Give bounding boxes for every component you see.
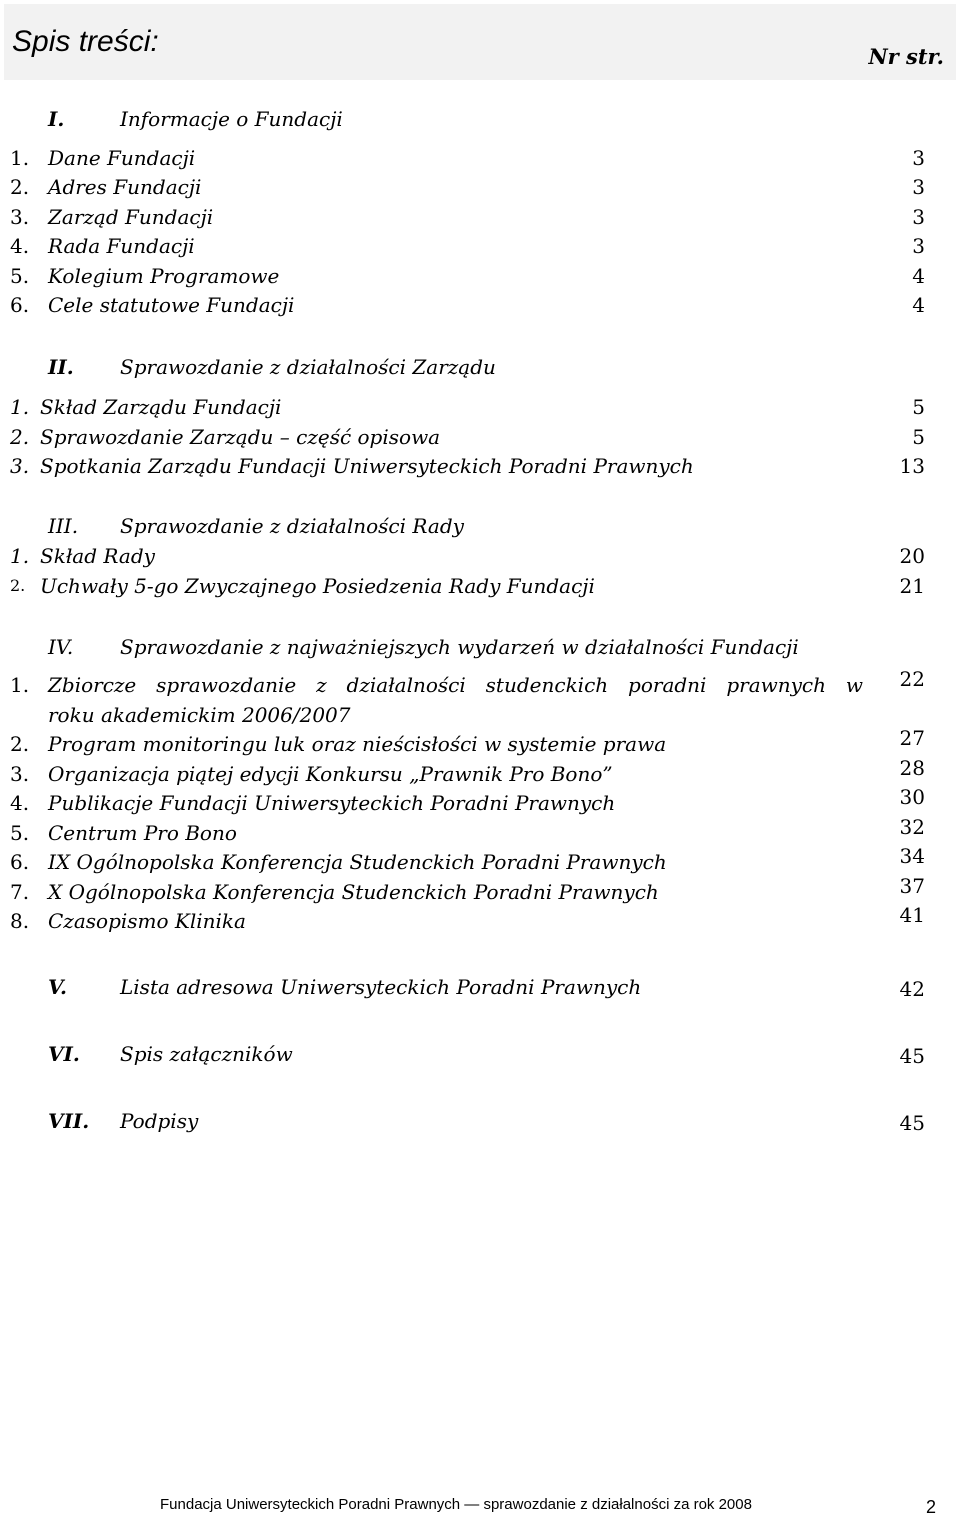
- entry-page: 45: [899, 1111, 925, 1135]
- entry-title: Publikacje Fundacji Uniwersyteckich Poradni Prawnych: [48, 791, 616, 815]
- entry-title: Skład Rady: [40, 544, 155, 568]
- section-title: Lista adresowa Uniwersyteckich Poradni Prawnych: [120, 975, 642, 999]
- entry-page: 3: [912, 205, 925, 229]
- toc-title: Spis treści:: [12, 25, 159, 58]
- section-title: Spis załączników: [120, 1042, 293, 1066]
- entry-number: 1.: [10, 544, 30, 568]
- entry-number: 1.: [10, 673, 30, 697]
- entry-number: 4.: [10, 234, 30, 258]
- footer-text: Fundacja Uniwersyteckich Poradni Prawnych ― sprawozdanie z działalności za rok 2008: [160, 1496, 752, 1513]
- entry-page: 37: [899, 874, 925, 898]
- page-column-label: Nr str.: [868, 44, 944, 69]
- entry-number: 2.: [10, 425, 30, 449]
- section-number: II.: [48, 355, 74, 379]
- entry-number: 5.: [10, 264, 30, 288]
- section-title: Podpisy: [120, 1109, 199, 1133]
- entry-number: 3.: [10, 205, 30, 229]
- entry-number: 2.: [10, 576, 26, 595]
- entry-number: 4.: [10, 791, 30, 815]
- entry-title: Program monitoringu luk oraz nieścisłości w systemie prawa: [48, 732, 667, 756]
- section-number: I.: [48, 107, 65, 131]
- entry-page: 21: [899, 574, 925, 598]
- entry-title: Organizacja piątej edycji Konkursu „Prawnik Pro Bono”: [48, 762, 613, 786]
- entry-number: 3.: [10, 762, 30, 786]
- entry-number: 1.: [10, 146, 30, 170]
- entry-title: Uchwały 5-go Zwyczajnego Posiedzenia Rady Fundacji: [40, 574, 595, 598]
- entry-page: 27: [899, 726, 925, 750]
- entry-number: 1.: [10, 395, 30, 419]
- entry-page: 45: [899, 1044, 925, 1068]
- entry-page: 4: [912, 293, 925, 317]
- entry-number: 2.: [10, 732, 30, 756]
- entry-title: Sprawozdanie Zarządu – część opisowa: [40, 425, 441, 449]
- entry-title: Centrum Pro Bono: [48, 821, 237, 845]
- entry-page: 20: [899, 544, 925, 568]
- entry-title-continued: roku akademickim 2006/2007: [48, 703, 351, 727]
- entry-title: Kolegium Programowe: [48, 264, 280, 288]
- entry-page: 42: [899, 977, 925, 1001]
- entry-title: X Ogólnopolska Konferencja Studenckich Poradni Prawnych: [48, 880, 659, 904]
- entry-page: 34: [899, 844, 925, 868]
- section-number: V.: [48, 975, 67, 999]
- section-number: III.: [48, 514, 79, 538]
- entry-page: 3: [912, 146, 925, 170]
- entry-page: 3: [912, 175, 925, 199]
- entry-page: 22: [899, 667, 925, 691]
- entry-title: Dane Fundacji: [48, 146, 196, 170]
- entry-page: 30: [899, 785, 925, 809]
- entry-number: 2.: [10, 175, 30, 199]
- footer-page-number: 2: [925, 1497, 936, 1517]
- entry-title: Spotkania Zarządu Fundacji Uniwersyteckich Poradni Prawnych: [40, 454, 694, 478]
- section-number: VI.: [48, 1042, 80, 1066]
- entry-page: 13: [899, 454, 925, 478]
- entry-number: 3.: [10, 454, 30, 478]
- section-title: Sprawozdanie z działalności Zarządu: [120, 355, 496, 379]
- section-number: IV.: [48, 635, 74, 659]
- entry-number: 5.: [10, 821, 30, 845]
- entry-number: 6.: [10, 293, 30, 317]
- section-title: Sprawozdanie z najważniejszych wydarzeń w działalności Fundacji: [120, 635, 799, 659]
- entry-page: 41: [899, 903, 925, 927]
- section-title: Informacje o Fundacji: [120, 107, 343, 131]
- entry-title: Skład Zarządu Fundacji: [40, 395, 282, 419]
- entry-page: 3: [912, 234, 925, 258]
- section-title: Sprawozdanie z działalności Rady: [120, 514, 464, 538]
- entry-title: IX Ogólnopolska Konferencja Studenckich Poradni Prawnych: [48, 850, 667, 874]
- entry-number: 7.: [10, 880, 30, 904]
- entry-page: 5: [912, 425, 925, 449]
- entry-page: 4: [912, 264, 925, 288]
- entry-title: Adres Fundacji: [48, 175, 202, 199]
- entry-title: Cele statutowe Fundacji: [48, 293, 295, 317]
- entry-title: Rada Fundacji: [48, 234, 195, 258]
- entry-page: 32: [899, 815, 925, 839]
- section-number: VII.: [48, 1109, 90, 1133]
- entry-page: 28: [899, 756, 925, 780]
- entry-number: 6.: [10, 850, 30, 874]
- entry-title: Zbiorcze sprawozdanie z działalności studenckich poradni prawnych w: [48, 673, 863, 697]
- entry-title: Czasopismo Klinika: [48, 909, 246, 933]
- entry-page: 5: [912, 395, 925, 419]
- entry-title: Zarząd Fundacji: [48, 205, 214, 229]
- entry-number: 8.: [10, 909, 30, 933]
